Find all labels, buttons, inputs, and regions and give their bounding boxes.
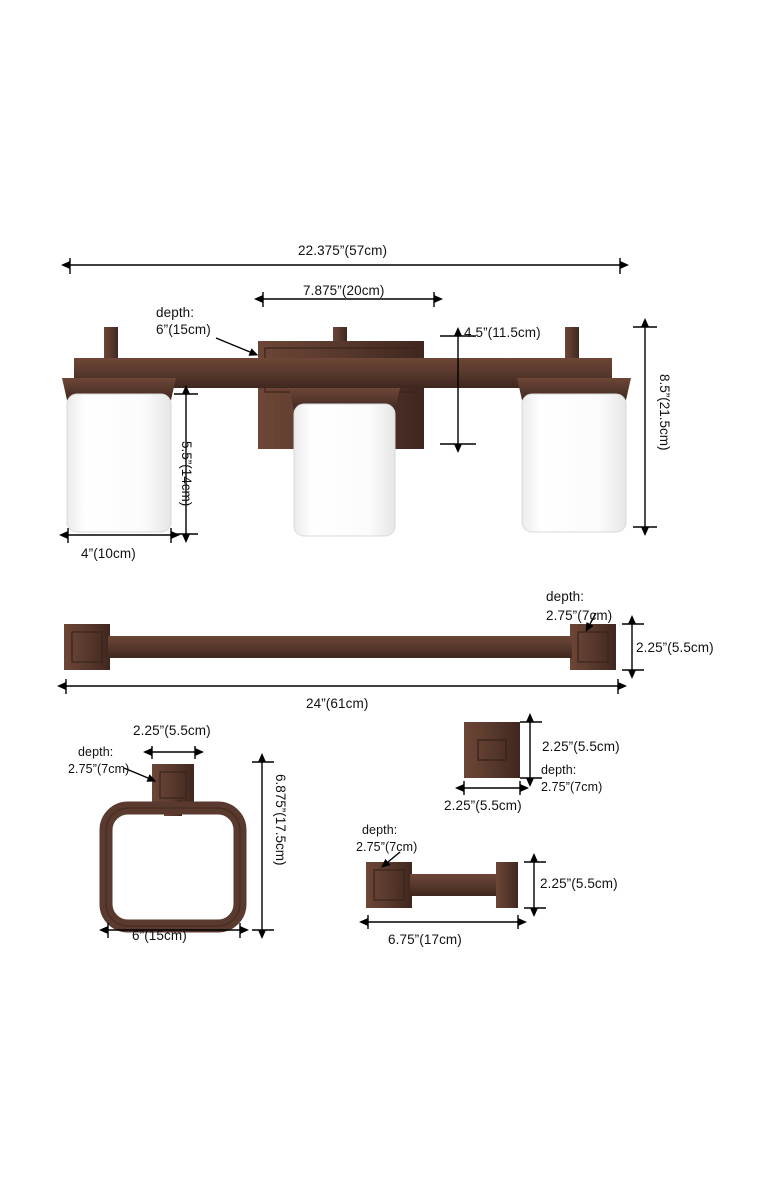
towel-ring-depth-label-line1: depth: <box>78 745 114 759</box>
tp-holder-depth-label-line2: 2.75”(7cm) <box>356 840 418 854</box>
vanity-center-span-label: 7.875”(20cm) <box>303 283 385 298</box>
toilet-paper-holder-dimension-lines <box>368 852 546 929</box>
vanity-overall-height-label: 8.5”(21.5cm) <box>657 374 672 451</box>
robe-hook-depth-label-line2: 2.75”(7cm) <box>541 780 603 794</box>
towel-ring-depth-label-line2: 2.75”(7cm) <box>68 762 130 776</box>
tp-holder-overall-width-label: 6.75”(17cm) <box>388 932 462 947</box>
robe-hook-depth-label-line1: depth: <box>541 763 577 777</box>
vanity-depth-label-line2: 6”(15cm) <box>156 322 211 337</box>
robe-hook-graphic <box>464 722 520 778</box>
towel-ring-overall-height-label: 6.875”(17.5cm) <box>273 774 288 866</box>
vanity-backplate <box>258 341 424 449</box>
towel-ring-overall-width-label: 6”(15cm) <box>132 928 187 943</box>
vanity-dimension-lines <box>68 258 657 543</box>
vanity-depth-label-line1: depth: <box>156 305 195 320</box>
towel-bar-depth-label-line1: depth: <box>546 589 585 604</box>
robe-hook-mount-height-label: 2.25”(5.5cm) <box>542 739 620 754</box>
towel-bar-mount-height-label: 2.25”(5.5cm) <box>636 640 714 655</box>
vanity-crossbar <box>74 358 612 388</box>
vanity-overall-width-label: 22.375”(57cm) <box>298 243 388 258</box>
towel-bar-depth-label-line2: 2.75”(7cm) <box>546 608 613 623</box>
vanity-glass-shades <box>67 394 626 536</box>
robe-hook-mount-width-label: 2.25”(5.5cm) <box>444 798 522 813</box>
tp-holder-depth-label-line1: depth: <box>362 823 398 837</box>
vanity-shade-holders <box>62 378 631 410</box>
towel-ring-mount-width-label: 2.25”(5.5cm) <box>133 723 211 738</box>
towel-bar-overall-width-label: 24”(61cm) <box>306 696 369 711</box>
towel-bar-dimension-lines <box>66 613 644 694</box>
robe-hook-dimension-lines <box>464 722 542 795</box>
towel-bar-graphic <box>64 624 616 670</box>
tp-holder-mount-height-label: 2.25”(5.5cm) <box>540 876 618 891</box>
vanity-shade-width-label: 4”(10cm) <box>81 546 136 561</box>
vanity-shade-height-label: 5.5”(14cm) <box>179 441 194 507</box>
towel-ring-dimension-lines <box>108 746 274 938</box>
vanity-backplate-height-label: 4.5”(11.5cm) <box>464 325 541 340</box>
towel-ring-graphic <box>106 764 240 926</box>
toilet-paper-holder-graphic <box>366 862 518 908</box>
